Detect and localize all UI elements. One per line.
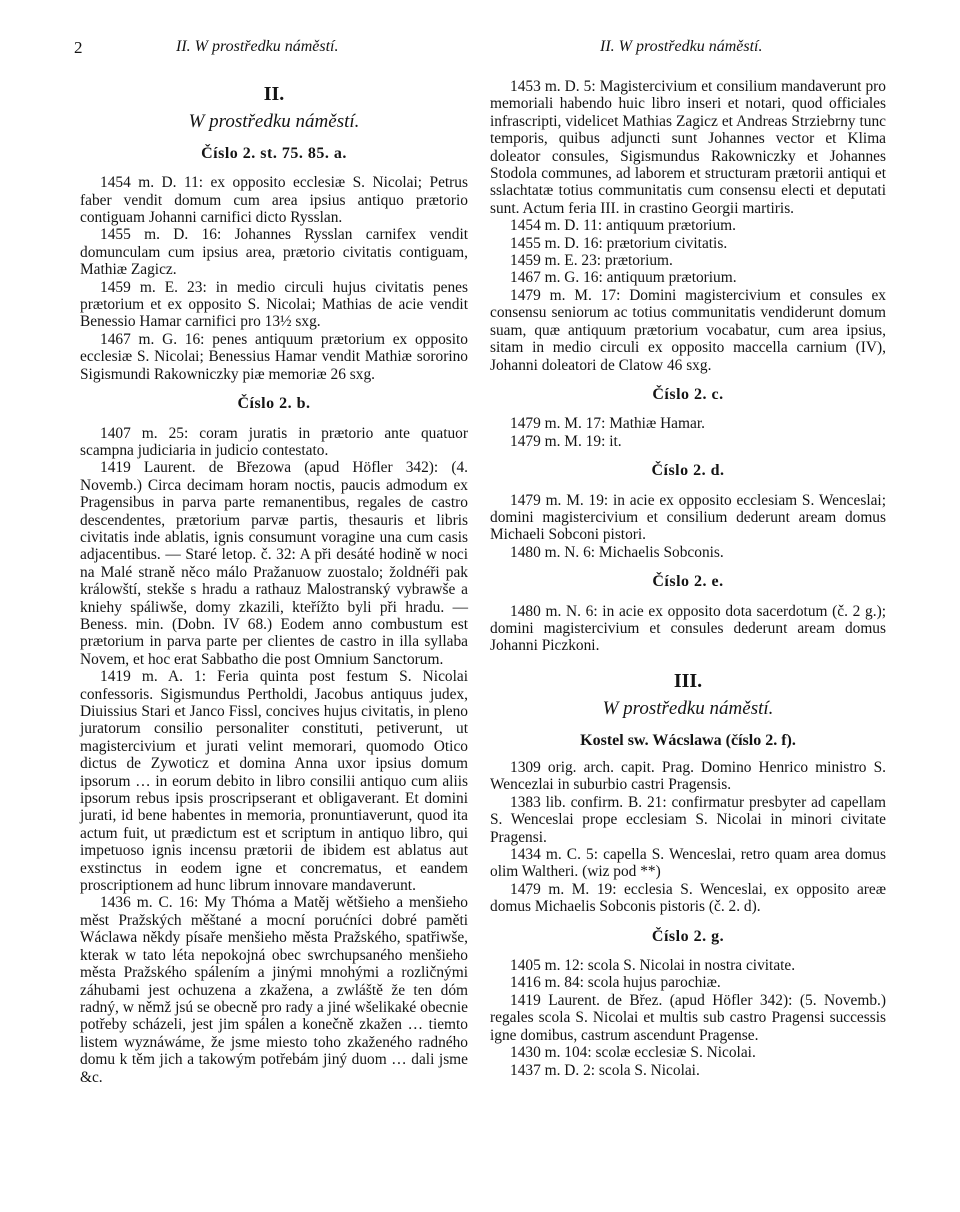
paragraph: 1419 Laurent. de Březowa (apud Höfler 342): (4. Novemb.) Circa decimam horam noctis, paucis admodum ex Pragensibus in parva parte remanentibus, regales de castro descendentes, prætorium parvæ partis, thesauris et libris civitatis inde ablatis, ignis consumunt voragine una cum casis adjacentibus. — Staré letop. č. 32: A při desáté hodině w noci na Malé straně něco málo Pražanuow zuostalo; žoldnéři pak králowští, stekše s hradu a rathauz Malostranský vybrawše a kniehy spáliwše, domy zkazili, kteřížto byli při hradu. — Beness. min. (Dobn. IV 68.) Eodem anno combustum est prætorium in parva parte per clientes de castro in illa syllaba Novem, et hoc erat Sabbatho die post Omnium Sanctorum. xyxy=(80,459,468,668)
paragraph: 1407 m. 25: coram juratis in prætorio ante quatuor scampna judiciaria in judicio contestato. xyxy=(80,424,468,459)
church-heading: Kostel sw. Wácslawa (číslo 2. f). xyxy=(580,731,796,749)
list-line: 1479 m. M. 19: it. xyxy=(510,432,622,450)
list-line: 1480 m. N. 6: Michaelis Sobconis. xyxy=(510,543,724,561)
section-title: W prostředku náměstí. xyxy=(602,698,774,720)
running-head-right: II. W prostředku náměstí. xyxy=(600,38,763,55)
section-number: II. xyxy=(263,83,285,105)
paragraph: 1455 m. D. 16: Johannes Rysslan carnifex vendit domunculam cum ipsius area, prætorio civitatis contiguam, Mathiæ Zagicz. xyxy=(80,226,468,279)
entry-heading-2g: Číslo 2. g. xyxy=(651,927,725,945)
right-column xyxy=(490,78,886,1079)
paragraph: 1479 m. M. 19: in acie ex opposito ecclesiam S. Wenceslai; domini magistercivium et consilium dederunt aream domus Michaeli Sobconi pistori. xyxy=(490,491,886,544)
list-line: 1437 m. D. 2: scola S. Nicolai. xyxy=(510,1061,700,1079)
paragraph: 1454 m. D. 11: ex opposito ecclesiæ S. Nicolai; Petrus faber vendit domum cum area ipsius antiquo prætorio contiguam Johanni carnifici dicto Rysslan. xyxy=(80,174,468,227)
paragraph: 1479 m. M. 19: ecclesia S. Wenceslai, ex opposito areæ domus Michaelis Sobconis pistoris (č. 2. d). xyxy=(490,880,886,916)
left-column xyxy=(80,78,468,1086)
section-number: III. xyxy=(673,669,703,692)
paragraph: 1459 m. E. 23: in medio circuli hujus civitatis penes prætorium et ex opposito S. Nicolai; Mathias de acie vendit Benessio Hamar carnifici pro 13½ sxg. xyxy=(80,278,468,331)
paragraph: 1434 m. C. 5: capella S. Wenceslai, retro quam area domus olim Waltheri. (wiz pod **) xyxy=(490,846,886,881)
list-line: 1455 m. D. 16: prætorium civitatis. xyxy=(510,234,728,252)
entry-heading-2a: Číslo 2. st. 75. 85. a. xyxy=(201,144,347,162)
paragraph: 1479 m. M. 17: Domini magistercivium et consules ex consensu seniorum ac totius communitatis vendiderunt domum suam, quæ antiquum prætorium vocabatur, cum area ipsius, sitam in medio circuli ex opposito maccella carnium (IV), Johanni doleatori de Clatow 46 sxg. xyxy=(490,286,886,374)
paragraph: 1419 Laurent. de Břez. (apud Höfler 342): (5. Novemb.) regales scola S. Nicolai et multis sub castro Pragensi successis igne domibus, castrum ascendunt Pragense. xyxy=(490,991,886,1044)
paragraph: 1309 orig. arch. capit. Prag. Domino Henrico ministro S. Wencezlai in suburbio castri Pragensis. xyxy=(490,759,886,794)
paragraph: 1436 m. C. 16: My Thóma a Matěj wětšieho a menšieho měst Pražských měštané a mocní porućníci dobré paměti Wáclawa někdy písaře menšieho města Pražského, spatřiwše, kterak w tato léta nepokojná obec swrchupsaného menšieho města Pražského spálením a jinými mnohými a rozličnými záhubami jest ochuzena a zkažena, a zwláště že ten dóm radný, w němž jsú se obecně pro rady a jiné wšelikaké obecnie potřeby scházeli, jest jim spálen a konečně zkažen … tiemto listem wyznáwáme, že jsme miesto toho zkaženého radného domu k těm jich a takowým potřebám jiný duom … dali jsme &c. xyxy=(80,894,468,1086)
entry-heading-2e: Číslo 2. e. xyxy=(652,573,724,591)
list-line: 1454 m. D. 11: antiquum prætorium. xyxy=(510,217,737,235)
list-line: 1467 m. G. 16: antiquum prætorium. xyxy=(510,269,737,287)
entry-heading-2d: Číslo 2. d. xyxy=(651,462,725,480)
paragraph: 1453 m. D. 5: Magistercivium et consilium mandaverunt pro memoriali habendo huic libro inseri et notari, quod officiales infrascripti, videlicet Mathias Zagicz et Andreas Strziebrny tunc temporis, quibus adjuncti sunt Johannes vector et Klima doleator consules, Sigismundus Rakowniczky et Johannes Stodola communes, ad laborem et structuram prætorii antiqui et sslachtatæ totius communitatis cum consensu electi et deputati sunt. Actum feria III. in crastino Georgii martiris. xyxy=(490,78,886,217)
paragraph: 1467 m. G. 16: penes antiquum prætorium ex opposito ecclesiæ S. Nicolai; Benessius Hamar vendit Mathiæ sororino Sigismundi Rakowniczky piæ memoriæ 26 sxg. xyxy=(80,330,468,383)
section-title: W prostředku náměstí. xyxy=(188,111,360,133)
running-head-left: II. W prostředku náměstí. xyxy=(176,38,339,55)
entry-heading-2b: Číslo 2. b. xyxy=(237,395,311,413)
paragraph: 1480 m. N. 6: in acie ex opposito dota sacerdotum (č. 2 g.); domini magistercivium et consules dederunt aream domus Johanni Piczkoni. xyxy=(490,602,886,655)
list-line: 1459 m. E. 23: prætorium. xyxy=(510,252,673,270)
list-line: 1405 m. 12: scola S. Nicolai in nostra civitate. xyxy=(510,957,796,975)
entry-heading-2c: Číslo 2. c. xyxy=(652,385,724,403)
list-line: 1416 m. 84: scola hujus parochiæ. xyxy=(510,974,721,992)
paragraph: 1419 m. A. 1: Feria quinta post festum S. Nicolai confessoris. Sigismundus Pertholdi, Jacobus antiquus judex, Diuissius Stari et Janco Fissl, concives hujus civitatis, in pleno juratorum consilio personaliter constituti, petiverunt, ut magistercivium et jurati velint memorari, quomodo Otico dictus de Zywoticz et domina Anna uxor ipsius domum ipsorum … in eorum debito in libro consilii antiquo cum aliis ipsorum rebus ipsis proscripserant et obligaverant. Et domini jurati, id bene habentes in memoria, pronuntiaverunt, quod ita actum fuit, ut prædictum est et scriptum in antiquo libro, qui impetuoso ignis incensu prætorii de ibidem est ablatus aut exstinctus in eodem igne et concrematus, et eandem proscriptionem ad hunc librum innovare mandaverunt. xyxy=(80,668,468,895)
list-line: 1430 m. 104: scolæ ecclesiæ S. Nicolai. xyxy=(510,1044,756,1062)
list-line: 1479 m. M. 17: Mathiæ Hamar. xyxy=(510,415,705,433)
paragraph: 1383 lib. confirm. B. 21: confirmatur presbyter ad capellam S. Wenceslai prope ecclesiam S. Nicolai in minori civitate Pragensi. xyxy=(490,793,886,846)
page-number: 2 xyxy=(74,38,83,57)
